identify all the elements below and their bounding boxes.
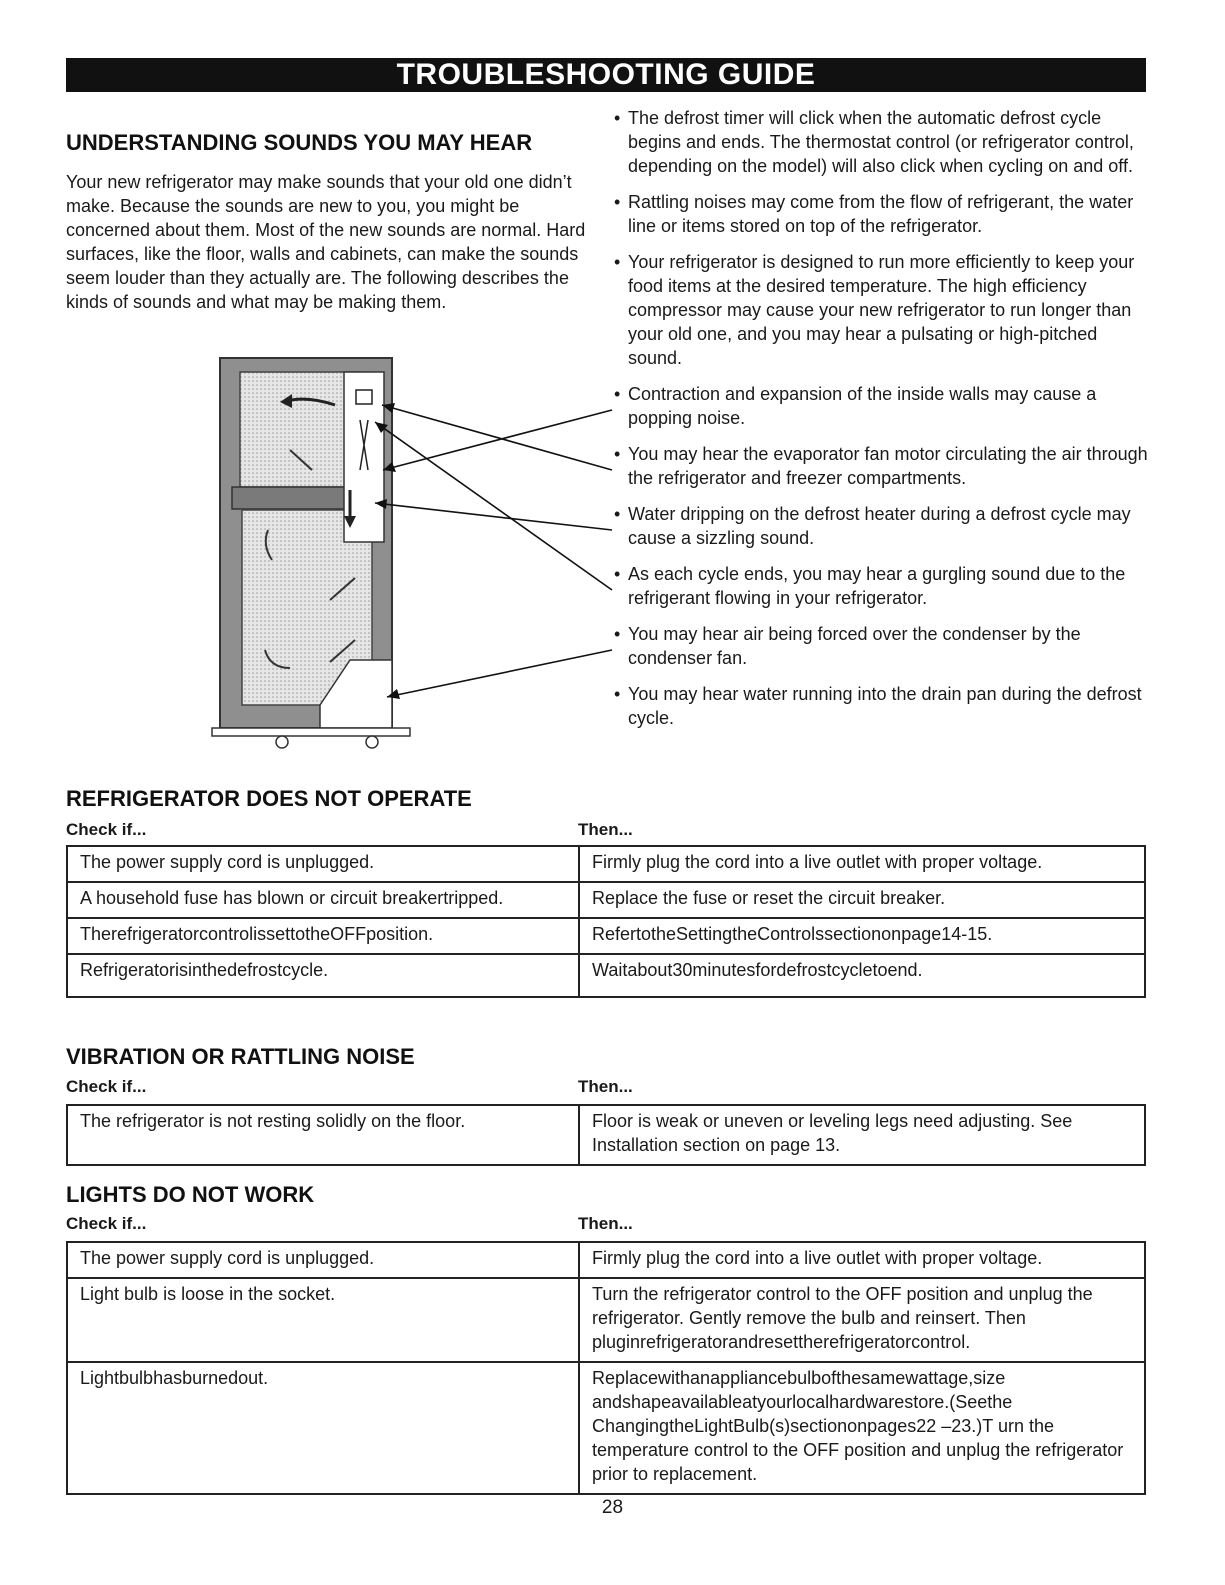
then-cell: Turn the refrigerator control to the OFF position and unplug the refrigerator. Gently remove the bulb and reinsert. Then pluginrefrigeratorandresettherefrigeratorcontrol.: [579, 1278, 1145, 1362]
then-cell: Floor is weak or uneven or leveling legs need adjusting. See Installation section on page 13.: [579, 1105, 1145, 1165]
wheel: [366, 736, 378, 748]
check-if-label: Check if...: [66, 820, 147, 839]
section-heading-lights: LIGHTS DO NOT WORK: [66, 1182, 315, 1207]
not-operate-table: [66, 845, 1146, 998]
check-cell: A household fuse has blown or circuit breakertripped.: [67, 882, 579, 918]
table-row: [67, 882, 1145, 918]
table-row: [67, 954, 1145, 997]
table-row: [67, 1278, 1145, 1362]
page-number: 28: [601, 1497, 624, 1518]
page-banner: TROUBLESHOOTING GUIDE: [66, 58, 1146, 92]
table-row: [67, 918, 1145, 954]
sounds-heading: UNDERSTANDING SOUNDS YOU MAY HEAR: [66, 130, 533, 155]
then-cell: Replacewithanappliancebulbofthesamewattage,size andshapeavailableatyourlocalhardwarestore.(Seethe ChangingtheLightBulb(s)sectiononpages22 –23.)T urn the temperature control to the OFF position and unplug the refrigerator prior to replacement.: [579, 1362, 1145, 1494]
then-label: Then...: [578, 820, 633, 839]
sound-item: • You may hear air being forced over the condenser by the condenser fan.: [614, 622, 1154, 670]
check-cell: Lightbulbhasburnedout.: [67, 1362, 579, 1494]
wheel: [276, 736, 288, 748]
check-cell: Refrigeratorisinthedefrostcycle.: [67, 954, 579, 997]
check-cell: The power supply cord is unplugged.: [67, 846, 579, 882]
fan-icon: [356, 390, 372, 404]
sound-item: • Water dripping on the defrost heater during a defrost cycle may cause a sizzling sound.: [614, 502, 1154, 550]
base: [212, 728, 410, 736]
sound-item: • Your refrigerator is designed to run more efficiently to keep your food items at the desired temperature. The high efficiency compressor may cause your new refrigerator to run longer than your old one, and you may hear a pulsating or high-pitched sound.: [614, 250, 1154, 370]
then-cell: Waitabout30minutesfordefrostcycletoend.: [579, 954, 1145, 997]
callout-lines: [375, 405, 612, 697]
vibration-table: [66, 1104, 1146, 1166]
check-if-label: Check if...: [66, 1214, 147, 1233]
section-heading-not-operate: REFRIGERATOR DOES NOT OPERATE: [66, 786, 472, 811]
divider: [232, 487, 352, 509]
freezer-compartment: [240, 372, 360, 487]
check-if-label: Check if...: [66, 1077, 147, 1096]
then-cell: Replace the fuse or reset the circuit breaker.: [579, 882, 1145, 918]
refrigerator-diagram: [205, 345, 625, 765]
then-cell: RefertotheSettingtheControlssectiononpage14-15.: [579, 918, 1145, 954]
sound-item: • You may hear the evaporator fan motor circulating the air through the refrigerator and freezer compartments.: [614, 442, 1154, 490]
check-cell: Light bulb is loose in the socket.: [67, 1278, 579, 1362]
then-cell: Firmly plug the cord into a live outlet with proper voltage.: [579, 846, 1145, 882]
check-cell: The power supply cord is unplugged.: [67, 1242, 579, 1278]
lights-table: [66, 1241, 1146, 1495]
then-cell: Firmly plug the cord into a live outlet with proper voltage.: [579, 1242, 1145, 1278]
sounds-intro: Your new refrigerator may make sounds that your old one didn’t make. Because the sounds are new to you, you might be concerned about them. Most of the new sounds are normal. Hard surfaces, like the floor, walls and cabinets, can make the sounds seem louder than they actually are. The following describes the kinds of sounds and what may be making them.: [66, 172, 586, 312]
check-cell: The refrigerator is not resting solidly on the floor.: [67, 1105, 579, 1165]
table-row: [67, 1105, 1145, 1165]
then-label: Then...: [578, 1077, 633, 1096]
then-label: Then...: [578, 1214, 633, 1233]
check-cell: TherefrigeratorcontrolissettotheOFFposition.: [67, 918, 579, 954]
sound-item: • As each cycle ends, you may hear a gurgling sound due to the refrigerant flowing in your refrigerator.: [614, 562, 1154, 610]
sound-item: • Rattling noises may come from the flow of refrigerant, the water line or items stored on top of the refrigerator.: [614, 190, 1154, 238]
table-row: [67, 846, 1145, 882]
table-row: [67, 1362, 1145, 1494]
sound-item: • The defrost timer will click when the automatic defrost cycle begins and ends. The thermostat control (or refrigerator control, depending on the model) will also click when cycling on and off.: [614, 106, 1154, 178]
section-heading-vibration: VIBRATION OR RATTLING NOISE: [66, 1044, 415, 1069]
table-row: [67, 1242, 1145, 1278]
sounds-list: [614, 106, 1154, 742]
sound-item: • Contraction and expansion of the inside walls may cause a popping noise.: [614, 382, 1154, 430]
sound-item: • You may hear water running into the drain pan during the defrost cycle.: [614, 682, 1154, 730]
